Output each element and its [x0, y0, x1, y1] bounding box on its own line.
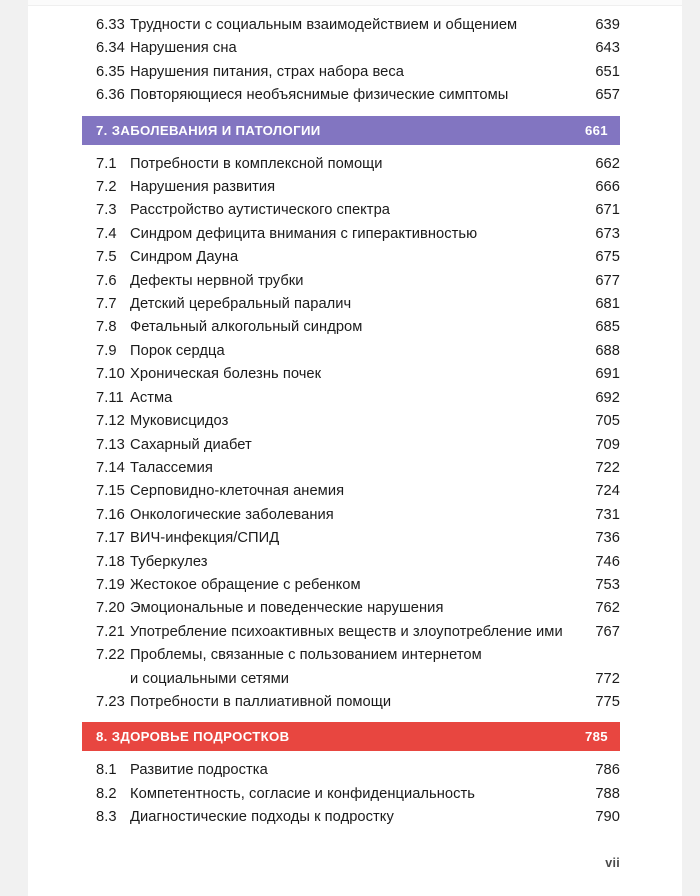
- toc-entry-page-number: 662: [595, 155, 620, 172]
- toc-entry-title: Хроническая болезнь почек: [130, 366, 322, 383]
- toc-entry[interactable]: [82, 783, 620, 806]
- toc-entry-page-number: 788: [595, 785, 620, 802]
- toc-section-header[interactable]: [82, 116, 620, 145]
- toc-entry[interactable]: [82, 480, 620, 503]
- toc-entry-number: 7.15: [96, 483, 125, 500]
- toc-entry-title: Нарушения развития: [130, 179, 276, 196]
- toc-entry-title: Туберкулез: [130, 553, 208, 570]
- toc-entry-page-number: 705: [595, 413, 620, 430]
- toc-entry-page-number: 688: [595, 342, 620, 359]
- page-top-edge: [28, 0, 682, 6]
- toc-entry-title: Фетальный алкогольный синдром: [130, 319, 363, 336]
- toc-entry[interactable]: [82, 84, 620, 107]
- toc-entry[interactable]: [82, 270, 620, 293]
- toc-entry-number: 7.12: [96, 413, 125, 430]
- toc-entry-title: Трудности с социальным взаимодействием и общением: [130, 17, 518, 33]
- toc-entry-number: 8.1: [96, 762, 117, 779]
- toc-entry-number: 7.9: [96, 342, 117, 359]
- toc-entry[interactable]: [82, 153, 620, 176]
- toc-entry[interactable]: [82, 37, 620, 60]
- toc-entry-number: 7.7: [96, 296, 117, 313]
- toc-section-page-number: 661: [584, 122, 608, 138]
- toc-entry-title: Астма: [130, 389, 173, 406]
- toc-entry-title: Сахарный диабет: [130, 436, 252, 453]
- toc-entry-number: 8.2: [96, 785, 117, 802]
- page-folio: vii: [605, 856, 620, 870]
- toc-entry[interactable]: [82, 246, 620, 269]
- toc-entry-number: 7.2: [96, 179, 117, 196]
- toc-entry-page-number: 681: [595, 296, 620, 313]
- toc-entry[interactable]: [82, 574, 620, 597]
- toc-entry-title-line-2: и социальными сетями: [130, 670, 290, 687]
- toc-entry-page-number: 731: [595, 506, 620, 523]
- toc-entry-page-number: 762: [595, 600, 620, 617]
- toc-entry-number: 7.13: [96, 436, 125, 453]
- toc-entry-page-number: 691: [595, 366, 620, 383]
- toc-entry-page-number: 671: [595, 202, 620, 219]
- toc-section-header[interactable]: [82, 722, 620, 751]
- toc-entry[interactable]: [82, 434, 620, 457]
- toc-entry-title: Развитие подростка: [130, 762, 268, 779]
- toc-entry-title: [130, 644, 590, 691]
- toc-entry[interactable]: [82, 597, 620, 620]
- toc-entry[interactable]: [82, 691, 620, 714]
- toc-entry-number: 7.5: [96, 249, 117, 266]
- toc-entry-title: Нарушения сна: [130, 40, 237, 57]
- toc-entry-title: Синдром Дауна: [130, 249, 239, 266]
- book-page: [28, 0, 682, 896]
- toc-entry-page-number: 790: [595, 809, 620, 826]
- toc-entry-page-number: 643: [595, 40, 620, 57]
- toc-entry-title: Дефекты нервной трубки: [130, 272, 304, 289]
- toc-entry[interactable]: [82, 551, 620, 574]
- toc-entry-page-number: 709: [595, 436, 620, 453]
- toc-entry-page-number: 675: [595, 249, 620, 266]
- toc-entry-title: Расстройство аутистического спектра: [130, 202, 391, 219]
- toc-entry-page-number: 651: [595, 63, 620, 80]
- toc-entry[interactable]: [82, 14, 620, 37]
- toc-entry-title: Нарушения питания, страх набора веса: [130, 63, 404, 80]
- toc-entry[interactable]: [82, 387, 620, 410]
- toc-entry-number: 7.11: [96, 389, 124, 406]
- toc-entry-page-number: 724: [595, 483, 620, 500]
- toc-entry[interactable]: [82, 621, 620, 644]
- toc-entry-page-number: 677: [595, 272, 620, 289]
- toc-entry-number: 7.21: [96, 623, 125, 640]
- left-page-gutter: [0, 0, 28, 896]
- toc-entry[interactable]: [82, 504, 620, 527]
- toc-entry-number: 7.4: [96, 225, 117, 242]
- toc-entry[interactable]: [82, 759, 620, 782]
- toc-entry-title: Онкологические заболевания: [130, 506, 334, 523]
- toc-entry-page-number: 692: [595, 389, 620, 406]
- toc-entry[interactable]: [82, 176, 620, 199]
- toc-entry-page-number: 639: [595, 17, 620, 33]
- toc-entry-title-line-1: Проблемы, связанные с пользованием интернетом: [130, 647, 482, 664]
- toc-entry-number: 6.35: [96, 63, 125, 80]
- toc-entry-page-number: 685: [595, 319, 620, 336]
- toc-entry-title: Талассемия: [130, 459, 213, 476]
- toc-entry-page-number: 722: [595, 459, 620, 476]
- toc-entry[interactable]: [82, 340, 620, 363]
- toc-entry-number: 7.22: [96, 647, 125, 664]
- toc-section-title: 8. ЗДОРОВЬЕ ПОДРОСТКОВ: [96, 729, 290, 745]
- toc-entry[interactable]: [82, 223, 620, 246]
- toc-entry-number: 7.8: [96, 319, 117, 336]
- toc-entry-number: 6.34: [96, 40, 125, 57]
- toc-section-title: 7. ЗАБОЛЕВАНИЯ И ПАТОЛОГИИ: [96, 122, 321, 138]
- toc-entry-number: 7.20: [96, 600, 125, 617]
- toc-entry[interactable]: [82, 61, 620, 84]
- toc-entry-page-number: 657: [595, 87, 620, 104]
- toc-entry-title: Серповидно-клеточная анемия: [130, 483, 345, 500]
- toc-entry-title: Детский церебральный паралич: [130, 296, 352, 313]
- toc-entry-title: Синдром дефицита внимания с гиперактивностью: [130, 225, 478, 242]
- table-of-contents: [82, 14, 620, 830]
- toc-entry-number: 8.3: [96, 809, 117, 826]
- right-page-gutter: [682, 0, 700, 896]
- toc-entry-number: 7.23: [96, 693, 125, 710]
- toc-entry-title: Жестокое обращение с ребенком: [130, 576, 361, 593]
- toc-entry-number: 7.16: [96, 506, 125, 523]
- toc-entry-number: 7.17: [96, 530, 125, 547]
- toc-entry-title: Диагностические подходы к подростку: [130, 809, 394, 826]
- toc-entry-page-number: 775: [595, 693, 620, 710]
- toc-entry-page-number: 673: [595, 225, 620, 242]
- toc-entry-title: Потребности в комплексной помощи: [130, 155, 383, 172]
- toc-entry[interactable]: [82, 363, 620, 386]
- toc-entry-title: ВИЧ-инфекция/СПИД: [130, 530, 280, 547]
- toc-entry-page-number: 666: [595, 179, 620, 196]
- toc-entry-number: 7.3: [96, 202, 117, 219]
- toc-entry[interactable]: [82, 527, 620, 550]
- toc-entry[interactable]: [82, 806, 620, 829]
- toc-entry-number: 7.19: [96, 576, 125, 593]
- toc-entry-page-number: 746: [595, 553, 620, 570]
- toc-entry-title: Порок сердца: [130, 342, 225, 359]
- toc-entry[interactable]: [82, 293, 620, 316]
- toc-entry[interactable]: [82, 457, 620, 480]
- toc-entry-title: Употребление психоактивных веществ и злоупотребление ими: [130, 623, 563, 640]
- toc-entry-number: 7.10: [96, 366, 125, 383]
- toc-entry-page-number: 767: [595, 623, 620, 640]
- toc-entry-title: Эмоциональные и поведенческие нарушения: [130, 600, 444, 617]
- toc-entry-title: Повторяющиеся необъяснимые физические симптомы: [130, 87, 509, 104]
- toc-entry-number: 7.1: [96, 155, 117, 172]
- toc-entry-page-number: 772: [595, 670, 620, 687]
- toc-entry-page-number: 736: [595, 530, 620, 547]
- toc-entry-number: 7.6: [96, 272, 117, 289]
- toc-entry[interactable]: [82, 410, 620, 433]
- toc-entry[interactable]: [82, 316, 620, 339]
- toc-entry-number: 6.36: [96, 87, 125, 104]
- toc-section-page-number: 785: [584, 729, 608, 745]
- toc-entry[interactable]: [82, 199, 620, 222]
- toc-entry-number: 7.18: [96, 553, 125, 570]
- toc-entry-title: Компетентность, согласие и конфиденциальность: [130, 785, 475, 802]
- toc-entry-number: 7.14: [96, 459, 125, 476]
- toc-entry-page-number: 786: [595, 762, 620, 779]
- toc-entry-title: Потребности в паллиативной помощи: [130, 693, 392, 710]
- toc-entry[interactable]: [82, 644, 620, 691]
- toc-entry-page-number: 753: [595, 576, 620, 593]
- toc-entry-title: Муковисцидоз: [130, 413, 229, 430]
- toc-entry-number: 6.33: [96, 17, 125, 33]
